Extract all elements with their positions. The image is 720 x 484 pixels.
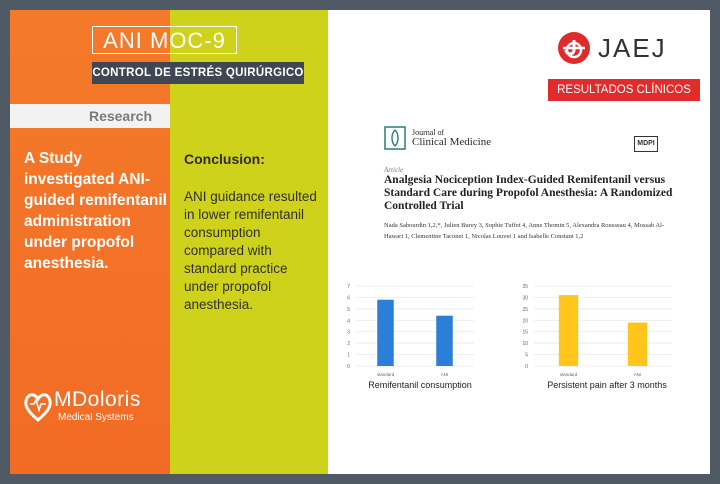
heart-icon xyxy=(24,390,52,424)
bar-standard xyxy=(559,295,578,366)
y-tick-label: 1 xyxy=(347,352,350,359)
y-tick-label: 35 xyxy=(522,284,528,290)
y-tick-label: 10 xyxy=(522,341,528,348)
y-tick-label: 25 xyxy=(522,306,528,313)
brand-name: MDoloris xyxy=(54,388,141,411)
mdoloris-logo xyxy=(24,388,164,434)
research-tag: Research xyxy=(10,104,170,128)
jaej-name: JAEJ xyxy=(598,33,667,63)
x-tick-label: ANI xyxy=(633,372,642,377)
y-tick-label: 6 xyxy=(347,295,350,302)
journal-small: Journal of xyxy=(412,128,445,137)
x-tick-label: standard xyxy=(376,372,395,377)
y-tick-label: 0 xyxy=(347,364,350,370)
infographic xyxy=(10,10,710,474)
study-text: A Study investigated ANI-guided remifentanil administration under propofol anesthesia. xyxy=(24,150,167,272)
bar-ani xyxy=(628,323,647,366)
y-tick-label: 3 xyxy=(347,329,350,336)
bar-standard xyxy=(377,300,394,366)
x-tick-label: ANI xyxy=(440,372,449,377)
article-title: Analgesia Nociception Index-Guided Remifentanil versus Standard Care during Propofol Anesthesia: A Randomized Controlled Trial xyxy=(384,174,673,212)
journal-header xyxy=(376,122,655,158)
chart-caption-pain: Persistent pain after 3 months xyxy=(547,380,667,390)
conclusion-text: ANI guidance resulted in lower remifentanil consumption compared with standard practice under propofol anesthesia. xyxy=(184,189,317,312)
journal-icon xyxy=(384,126,406,150)
jaej-logo-icon xyxy=(558,32,590,64)
y-tick-label: 20 xyxy=(522,318,528,325)
y-tick-label: 5 xyxy=(525,352,528,359)
x-tick-label: standard xyxy=(559,372,578,377)
y-tick-label: 2 xyxy=(347,341,350,348)
y-tick-label: 7 xyxy=(347,284,350,290)
mdpi-logo: MDPI xyxy=(634,136,658,152)
journal-big: Clinical Medicine xyxy=(412,136,492,148)
chart-caption-remifentanil: Remifentanil consumption xyxy=(368,380,472,390)
brand-sub: Medical Systems xyxy=(58,412,134,423)
y-tick-label: 4 xyxy=(347,318,350,325)
y-tick-label: 30 xyxy=(522,295,528,302)
y-tick-label: 15 xyxy=(522,329,528,336)
ani-title: ANI MOC-9 xyxy=(92,26,237,54)
article-label: Article xyxy=(384,166,404,174)
bar-ani xyxy=(436,316,453,366)
chart-pain xyxy=(510,280,680,380)
y-tick-label: 5 xyxy=(347,306,350,313)
chart-remifentanil xyxy=(332,280,482,380)
results-bar: RESULTADOS CLÍNICOS xyxy=(548,79,700,101)
conclusion-title: Conclusion: xyxy=(184,151,265,167)
subtitle-bar: CONTROL DE ESTRÉS QUIRÚRGICO xyxy=(92,62,304,84)
authors: Nada Sabourdin 1,2,*, Julien Burey 3, Sophie Tuffet 4, Anne Thomin 5, Alexandra Rousseau 4, Mossab Al-Hawari 1, Clementine Taconet 1, Nicolas Louvet 1 and Isabelle Constant 1,2 xyxy=(384,222,665,240)
y-tick-label: 0 xyxy=(525,364,528,370)
